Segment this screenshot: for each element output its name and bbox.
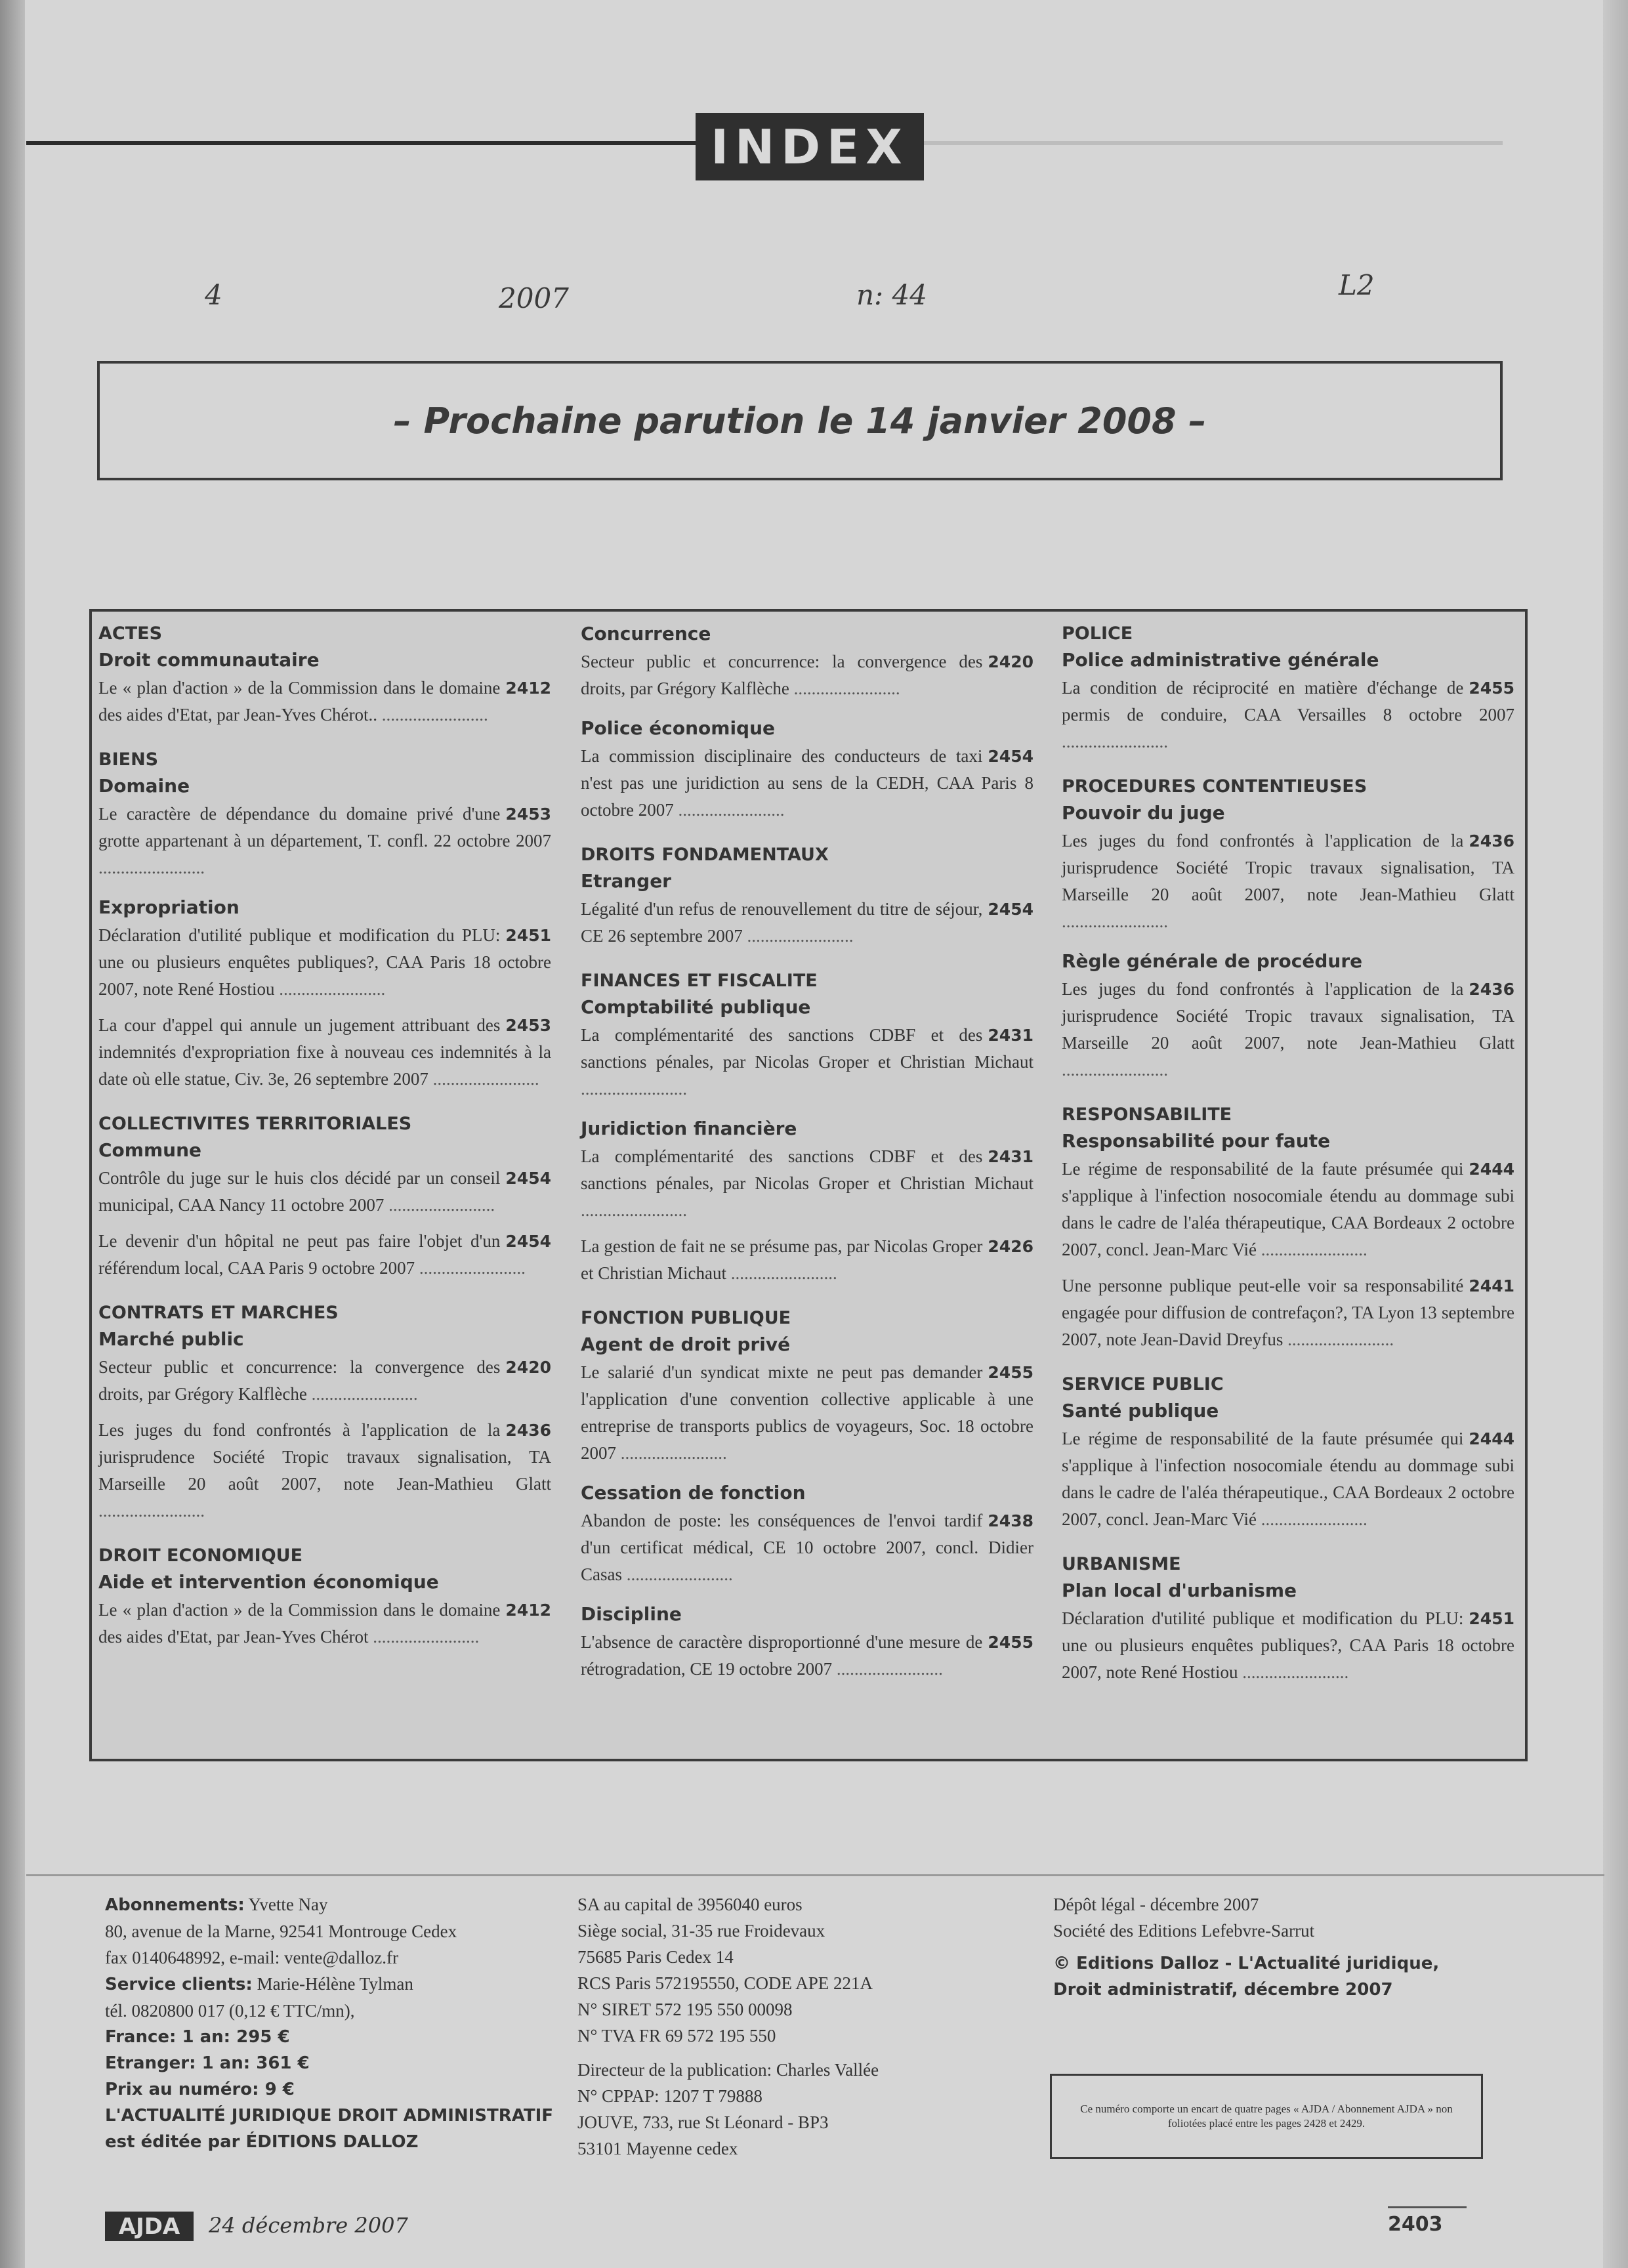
leader-dots: ........................ xyxy=(1062,912,1168,931)
client-service-tel: tél. 0820800 017 (0,12 € TTC/mn), xyxy=(105,2001,355,2021)
subscriptions-name: Yvette Nay xyxy=(248,1895,328,1914)
subscriptions-fax: fax 0140648992, e-mail: vente@dalloz.fr xyxy=(105,1948,398,1967)
copyright-line-2: Droit administratif, décembre 2007 xyxy=(1053,1980,1393,2000)
company-line: 75685 Paris Cedex 14 xyxy=(577,1947,734,1967)
index-section xyxy=(1062,1551,1514,1686)
index-subcategory: Commune xyxy=(98,1139,201,1161)
depot-legal: Dépôt légal - décembre 2007 xyxy=(1053,1895,1259,1914)
index-entry-page: 2455 xyxy=(1469,679,1514,698)
index-entry-text: La condition de réciprocité en matière d'échange de permis de conduire, CAA Versailles 8 octobre 2007 xyxy=(1062,678,1514,724)
director-line: JOUVE, 733, rue St Léonard - BP3 xyxy=(577,2112,829,2132)
index-entry-text: Le caractère de dépendance du domaine privé d'une grotte appartenant à un département, T. confl. 22 octobre 2007 xyxy=(98,804,551,850)
subscriptions-address: 80, avenue de la Marne, 92541 Montrouge Cedex xyxy=(105,1922,457,1941)
index-entry xyxy=(581,648,1033,702)
index-entry-text: Les juges du fond confrontés à l'application de la jurisprudence Société Tropic travaux signalisation, TA Marseille 20 août 2007, note Jean-Mathieu Glatt xyxy=(1062,979,1514,1053)
leader-dots: ........................ xyxy=(789,679,900,698)
index-subcategory: Marché public xyxy=(98,1328,244,1350)
index-subcategory: Aide et intervention économique xyxy=(98,1571,439,1593)
index-section xyxy=(581,621,1033,702)
index-section xyxy=(98,1300,551,1524)
index-entry-text: Le devenir d'un hôpital ne peut pas faire l'objet d'un référendum local, CAA Paris 9 octobre 2007 xyxy=(98,1231,501,1278)
index-entry-page: 2451 xyxy=(505,926,551,945)
leader-dots: ........................ xyxy=(306,1384,418,1404)
index-subcategory: Juridiction financière xyxy=(581,1118,797,1139)
leader-dots: ........................ xyxy=(581,1200,687,1220)
index-subcategory: Pouvoir du juge xyxy=(1062,802,1225,824)
leader-dots: ........................ xyxy=(384,1195,495,1215)
index-subcategory: Etranger xyxy=(581,870,671,892)
page-number: 2403 xyxy=(1388,2213,1443,2236)
director-line: N° CPPAP: 1207 T 79888 xyxy=(577,2086,762,2106)
index-category: SERVICE PUBLIC xyxy=(1062,1374,1224,1395)
index-entry-page: 2436 xyxy=(1469,980,1514,999)
index-entry xyxy=(98,922,551,1003)
leader-dots: ........................ xyxy=(377,705,488,724)
index-section xyxy=(581,715,1033,824)
publisher-line-1: L'ACTUALITÉ JURIDIQUE DROIT ADMINISTRATIF xyxy=(105,2106,554,2126)
index-column-2 xyxy=(581,621,1033,1692)
index-subcategory: Droit communautaire xyxy=(98,649,320,671)
leader-dots: ........................ xyxy=(1257,1240,1367,1259)
index-section xyxy=(581,1480,1033,1588)
index-entry-text: La gestion de fait ne se présume pas, par Nicolas Groper et Christian Michaut xyxy=(581,1236,983,1283)
index-entry-page: 2444 xyxy=(1469,1160,1514,1179)
leader-dots: ........................ xyxy=(1238,1662,1349,1682)
index-section xyxy=(581,1116,1033,1287)
index-entry-text: Légalité d'un refus de renouvellement du titre de séjour, CE 26 septembre 2007 xyxy=(581,899,983,946)
index-entry xyxy=(1062,1156,1514,1263)
index-section xyxy=(98,747,551,881)
index-entry xyxy=(581,1022,1033,1102)
index-entry-page: 2444 xyxy=(1469,1429,1514,1448)
index-entry-page: 2454 xyxy=(988,900,1033,919)
index-entry xyxy=(1062,1425,1514,1533)
index-subcategory: Comptabilité publique xyxy=(581,996,811,1018)
index-entry xyxy=(98,1597,551,1650)
client-service-label: Service clients: xyxy=(105,1975,253,1994)
index-subcategory: Expropriation xyxy=(98,896,240,918)
index-category: FONCTION PUBLIQUE xyxy=(581,1308,791,1328)
index-entry-page: 2455 xyxy=(988,1363,1033,1382)
index-category: COLLECTIVITES TERRITORIALES xyxy=(98,1114,412,1134)
index-category: DROIT ECONOMIQUE xyxy=(98,1545,303,1566)
price-issue: Prix au numéro: 9 € xyxy=(105,2080,295,2099)
index-entry xyxy=(1062,976,1514,1083)
header-rule xyxy=(26,141,696,145)
index-entry-page: 2438 xyxy=(988,1511,1033,1530)
index-entry-page: 2436 xyxy=(505,1421,551,1440)
index-entry-text: Une personne publique peut-elle voir sa responsabilité engagée pour diffusion de contrefaçon?, TA Lyon 13 septembre 2007, note Jean-David Dreyfus xyxy=(1062,1276,1514,1349)
leader-dots: ........................ xyxy=(428,1069,539,1089)
handwritten-note: 4 xyxy=(205,279,222,311)
leader-dots: ........................ xyxy=(274,979,386,999)
index-category: ACTES xyxy=(98,623,163,644)
index-entry-page: 2426 xyxy=(988,1237,1033,1256)
insert-note: Ce numéro comporte un encart de quatre pages « AJDA / Abonnement AJDA » non foliotées placé entre les pages 2428 et 2429. xyxy=(1080,2103,1453,2130)
publisher-line-2: est éditée par ÉDITIONS DALLOZ xyxy=(105,2132,419,2152)
index-entry-text: Abandon de poste: les conséquences de l'envoi tardif d'un certificat médical, CE 10 octobre 2007, concl. Didier Casas xyxy=(581,1511,1033,1584)
leader-dots: ........................ xyxy=(1283,1330,1394,1349)
index-entry xyxy=(1062,675,1514,755)
leader-dots: ........................ xyxy=(415,1258,526,1278)
index-section xyxy=(1062,1372,1514,1533)
company-line: N° SIRET 572 195 550 00098 xyxy=(577,2000,793,2019)
index-section xyxy=(98,1111,551,1282)
leader-dots: ........................ xyxy=(98,1501,205,1521)
page-edge xyxy=(1603,0,1628,2268)
index-subcategory: Règle générale de procédure xyxy=(1062,950,1363,972)
index-entry-text: Les juges du fond confrontés à l'application de la jurisprudence Société Tropic travaux signalisation, TA Marseille 20 août 2007, note Jean-Mathieu Glatt xyxy=(1062,831,1514,904)
publication-date: 24 décembre 2007 xyxy=(209,2213,408,2238)
index-subcategory: Police économique xyxy=(581,717,776,739)
index-entry-text: Déclaration d'utilité publique et modification du PLU: une ou plusieurs enquêtes publiques?, CAA Paris 18 octobre 2007, note René Hostiou xyxy=(1062,1608,1514,1682)
company-line: Siège social, 31-35 rue Froidevaux xyxy=(577,1921,825,1941)
index-entry-page: 2412 xyxy=(505,679,551,698)
index-section xyxy=(1062,621,1514,755)
footer-company xyxy=(577,1891,1037,2162)
index-entry xyxy=(1062,1272,1514,1353)
index-entry-page: 2431 xyxy=(988,1026,1033,1045)
index-column-1 xyxy=(98,621,551,1660)
index-entry-text: Déclaration d'utilité publique et modification du PLU: une ou plusieurs enquêtes publiques?, CAA Paris 18 octobre 2007, note René Hostiou xyxy=(98,925,551,999)
index-entry xyxy=(98,1417,551,1524)
journal-badge: AJDA xyxy=(105,2212,194,2241)
price-etranger: Etranger: 1 an: 361 € xyxy=(105,2053,310,2073)
leader-dots: ........................ xyxy=(622,1564,733,1584)
index-entry xyxy=(98,1012,551,1093)
index-entry-text: La cour d'appel qui annule un jugement attribuant des indemnités d'expropriation fixe à nouveau ces indemnités à la date où elle statue, Civ. 3e, 26 septembre 2007 xyxy=(98,1015,551,1089)
index-category: CONTRATS ET MARCHES xyxy=(98,1303,339,1323)
index-subcategory: Agent de droit privé xyxy=(581,1334,791,1355)
index-entry-text: Le « plan d'action » de la Commission dans le domaine des aides d'Etat, par Jean-Yves Chérot xyxy=(98,1600,501,1647)
index-subcategory: Concurrence xyxy=(581,623,711,644)
leader-dots: ........................ xyxy=(1062,732,1168,751)
index-entry-text: Contrôle du juge sur le huis clos décidé par un conseil municipal, CAA Nancy 11 octobre 2007 xyxy=(98,1168,501,1215)
leader-dots: ........................ xyxy=(616,1443,727,1463)
footer-legal xyxy=(1053,1891,1513,2003)
insert-note-box xyxy=(1050,2074,1483,2159)
handwritten-note: 2007 xyxy=(499,282,569,314)
index-entry-text: Les juges du fond confrontés à l'application de la jurisprudence Société Tropic travaux signalisation, TA Marseille 20 août 2007, note Jean-Mathieu Glatt xyxy=(98,1420,551,1494)
index-entry-text: Le « plan d'action » de la Commission dans le domaine des aides d'Etat, par Jean-Yves Chérot.. xyxy=(98,678,501,724)
index-section xyxy=(1062,1102,1514,1353)
societe-editions: Société des Editions Lefebvre-Sarrut xyxy=(1053,1921,1315,1941)
index-entry-page: 2453 xyxy=(505,1016,551,1035)
index-entry-page: 2431 xyxy=(988,1147,1033,1166)
price-france: France: 1 an: 295 € xyxy=(105,2027,290,2047)
index-section xyxy=(1062,774,1514,935)
index-entry xyxy=(98,1228,551,1282)
company-line: RCS Paris 572195550, CODE APE 221A xyxy=(577,1973,873,1993)
leader-dots: ........................ xyxy=(832,1659,943,1679)
leader-dots: ........................ xyxy=(673,800,785,820)
book-spine xyxy=(0,0,25,2268)
index-entry xyxy=(1062,828,1514,935)
leader-dots: ........................ xyxy=(581,1079,687,1099)
index-entry-page: 2436 xyxy=(1469,831,1514,850)
company-line: SA au capital de 3956040 euros xyxy=(577,1895,803,1914)
index-entry xyxy=(581,1629,1033,1683)
leader-dots: ........................ xyxy=(742,926,854,946)
company-line: N° TVA FR 69 572 195 550 xyxy=(577,2026,776,2046)
index-entry-page: 2451 xyxy=(1469,1609,1514,1628)
index-section xyxy=(98,894,551,1093)
index-section xyxy=(581,968,1033,1102)
index-entry-page: 2441 xyxy=(1469,1276,1514,1295)
index-subcategory: Domaine xyxy=(98,775,190,797)
index-section xyxy=(1062,948,1514,1083)
client-service-name: Marie-Hélène Tylman xyxy=(257,1974,413,1994)
index-category: URBANISME xyxy=(1062,1554,1181,1574)
leader-dots: ........................ xyxy=(1257,1509,1367,1529)
index-entry-text: Le salarié d'un syndicat mixte ne peut pas demander l'application d'une convention collective applicable à une entreprise de transports publics de voyageurs, Soc. 18 octobre 2007 xyxy=(581,1362,1033,1463)
index-entry-page: 2412 xyxy=(505,1601,551,1620)
handwritten-note: n: 44 xyxy=(856,279,927,311)
index-entry xyxy=(581,1359,1033,1467)
header-rule-faded xyxy=(919,141,1503,145)
index-entry-page: 2454 xyxy=(505,1169,551,1188)
index-entry xyxy=(98,1354,551,1408)
director-line: Directeur de la publication: Charles Vallée xyxy=(577,2060,879,2080)
index-section xyxy=(581,1601,1033,1683)
index-entry-text: Secteur public et concurrence: la convergence des droits, par Grégory Kalflèche xyxy=(98,1357,501,1404)
index-section xyxy=(98,1543,551,1650)
leader-dots: ........................ xyxy=(1062,1060,1168,1080)
index-entry-page: 2454 xyxy=(988,747,1033,766)
director-line: 53101 Mayenne cedex xyxy=(577,2139,738,2158)
index-category: RESPONSABILITE xyxy=(1062,1104,1232,1125)
index-section xyxy=(581,842,1033,950)
page-number-rule xyxy=(1388,2206,1467,2208)
index-entry xyxy=(581,1507,1033,1588)
index-box xyxy=(89,609,1528,1761)
index-entry xyxy=(1062,1605,1514,1686)
index-category: PROCEDURES CONTENTIEUSES xyxy=(1062,776,1367,797)
index-subcategory: Plan local d'urbanisme xyxy=(1062,1580,1297,1601)
index-entry xyxy=(98,1165,551,1219)
index-section xyxy=(98,621,551,728)
index-entry-text: La complémentarité des sanctions CDBF et des sanctions pénales, par Nicolas Groper et Christian Michaut xyxy=(581,1025,1033,1072)
index-subcategory: Discipline xyxy=(581,1603,682,1625)
leader-dots: ........................ xyxy=(368,1627,480,1647)
copyright-line-1: © Editions Dalloz - L'Actualité juridique, xyxy=(1053,1954,1440,1973)
index-category: POLICE xyxy=(1062,623,1133,644)
footer-subscriptions xyxy=(105,1891,577,2155)
index-entry-text: La complémentarité des sanctions CDBF et des sanctions pénales, par Nicolas Groper et Christian Michaut xyxy=(581,1146,1033,1193)
index-entry-page: 2420 xyxy=(988,652,1033,671)
leader-dots: ........................ xyxy=(98,858,205,877)
index-subcategory: Santé publique xyxy=(1062,1400,1219,1421)
index-column-3 xyxy=(1062,621,1514,1695)
index-category: BIENS xyxy=(98,749,159,770)
index-subcategory: Responsabilité pour faute xyxy=(1062,1130,1331,1152)
index-entry xyxy=(98,801,551,881)
footer-rule xyxy=(26,1874,1604,1876)
index-entry xyxy=(581,1233,1033,1287)
index-subcategory: Police administrative générale xyxy=(1062,649,1379,671)
index-entry-page: 2453 xyxy=(505,805,551,824)
index-entry-text: La commission disciplinaire des conducteurs de taxi n'est pas une juridiction au sens de la CEDH, CAA Paris 8 octobre 2007 xyxy=(581,746,1033,820)
index-entry xyxy=(98,675,551,728)
handwritten-note: L2 xyxy=(1339,269,1375,301)
index-entry-text: Le régime de responsabilité de la faute présumée qui s'applique à l'infection nosocomiale étendu au dommage subi dans le cadre de l'aléa thérapeutique., CAA Bordeaux 2 octobre 2007, concl. Jean-Marc Vié xyxy=(1062,1429,1514,1529)
index-entry xyxy=(581,1143,1033,1224)
index-entry xyxy=(581,896,1033,950)
subscriptions-label: Abonnements: xyxy=(105,1895,245,1915)
index-logo: INDEX xyxy=(696,113,924,180)
index-entry-text: L'absence de caractère disproportionné d'une mesure de rétrogradation, CE 19 octobre 2007 xyxy=(581,1632,983,1679)
leader-dots: ........................ xyxy=(726,1263,837,1283)
index-category: FINANCES ET FISCALITE xyxy=(581,971,818,991)
index-section xyxy=(581,1305,1033,1467)
index-entry xyxy=(581,743,1033,824)
next-issue-banner: – Prochaine parution le 14 janvier 2008 – xyxy=(97,361,1503,480)
index-category: DROITS FONDAMENTAUX xyxy=(581,845,829,865)
index-entry-page: 2455 xyxy=(988,1633,1033,1652)
index-subcategory: Cessation de fonction xyxy=(581,1482,806,1503)
index-entry-text: Secteur public et concurrence: la convergence des droits, par Grégory Kalflèche xyxy=(581,652,983,698)
index-entry-page: 2420 xyxy=(505,1358,551,1377)
index-entry-text: Le régime de responsabilité de la faute présumée qui s'applique à l'infection nosocomiale étendu au dommage subi dans le cadre de l'aléa thérapeutique, CAA Bordeaux 2 octobre 2007, concl. Jean-Marc Vié xyxy=(1062,1159,1514,1259)
index-entry-page: 2454 xyxy=(505,1232,551,1251)
